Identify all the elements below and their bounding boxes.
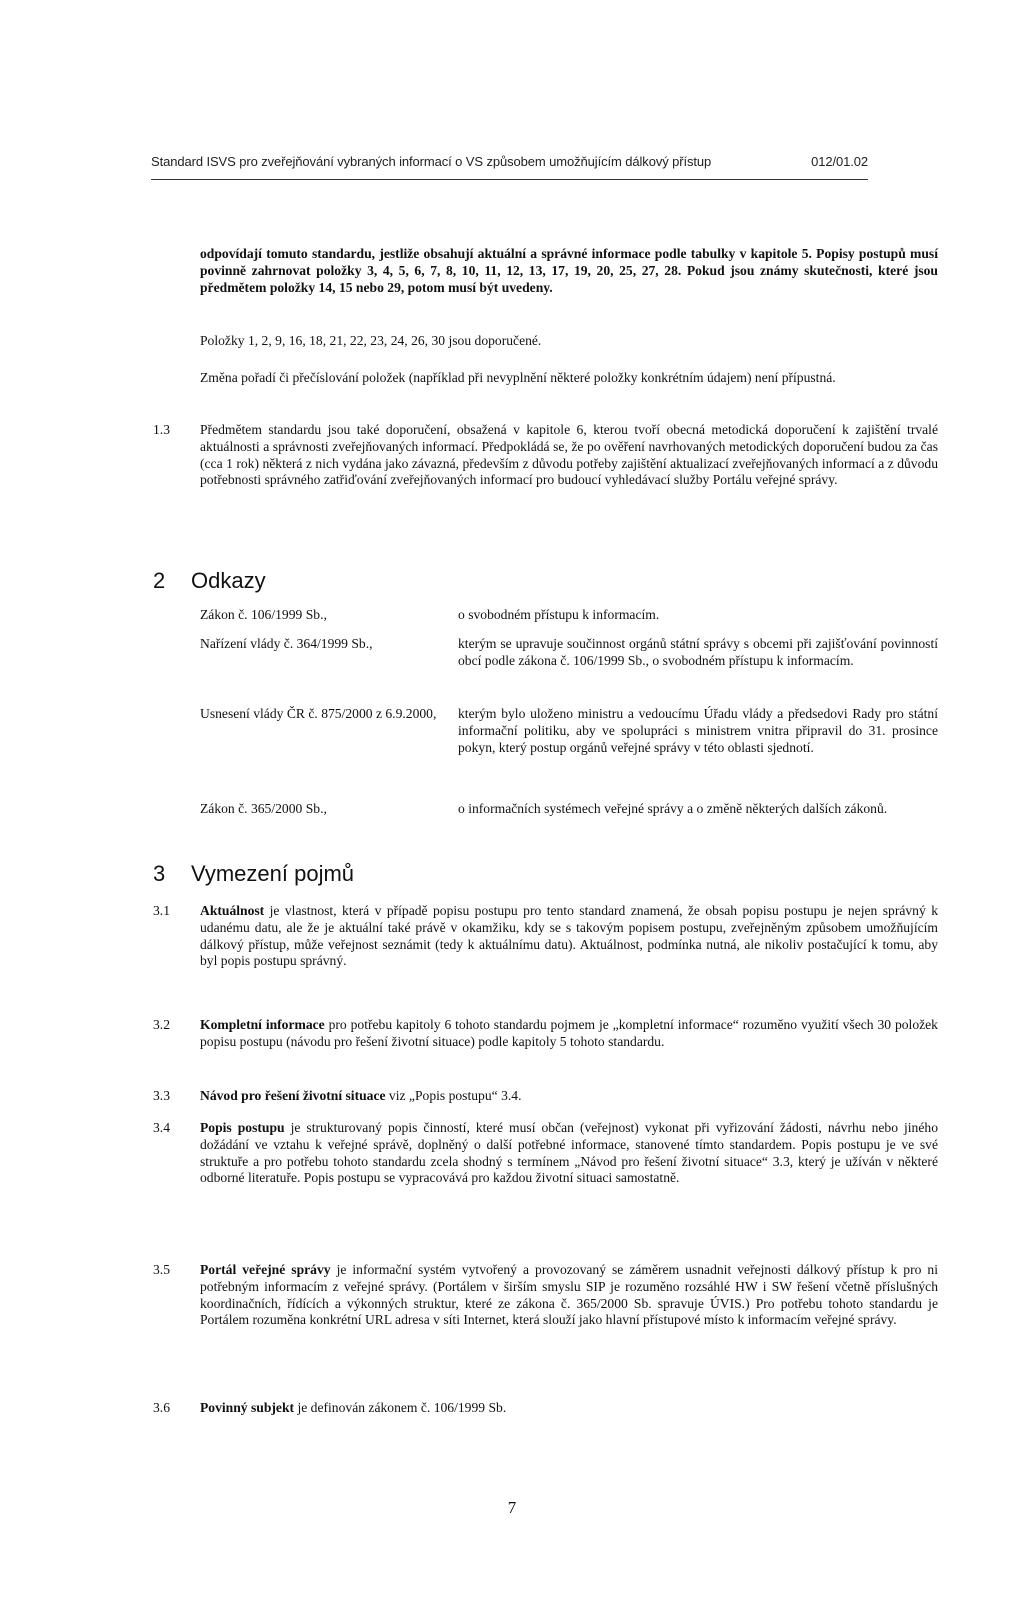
section-heading-vymezeni-pojmu — [153, 861, 354, 887]
reference-law: Usnesení vlády ČR č. 875/2000 z 6.9.2000, — [200, 706, 437, 721]
header-rule — [151, 179, 868, 180]
definition-term: Aktuálnost — [200, 903, 265, 918]
intro-paragraph: odpovídají tomuto standardu, jestliže obsahují aktuální a správné informace podle tabulky v kapitole 5. Popisy postupů musí povinně zahrnovat položky 3, 4, 5, 6, 7, 8, 10, 11, 12, 13, 17, 19, 20, 25, 27, 28. Pokud jsou známy skutečnosti, které jsou předmětem položky 14, 15 nebo 29, potom musí být uvedeny. — [200, 246, 938, 295]
item-number: 1.3 — [153, 422, 170, 437]
definition-body: je informační systém vytvořený a provozovaný se záměrem usnadnit veřejnosti dálkový přístup k pro ni potřebným informacím z veřejné správy. (Portálem v širším smyslu SIP je rozuměno rozsáhlé HW i SW řešení včetně příslušných koordinačních, řídících a výkonných struktur, které ze zákona č. 365/2000 Sb. spravuje ÚVIS.) Pro potřebu tohoto standardu je Portálem rozuměna konkrétní URL adresa v síti Internet, která slouží jako hlavní přístupové místo k informacím veřejné správy. — [200, 1262, 938, 1328]
definition-number: 3.5 — [153, 1262, 170, 1277]
definition-text — [200, 903, 938, 970]
definition-body: je definován zákonem č. 106/1999 Sb. — [294, 1400, 507, 1415]
definition-text — [200, 1088, 938, 1105]
definition-text — [200, 1017, 938, 1051]
definition-text — [200, 1120, 938, 1187]
reference-law: Nařízení vlády č. 364/1999 Sb., — [200, 636, 373, 651]
definition-body: je strukturovaný popis činností, které musí občan (veřejnost) vykonat při vyřizování žádosti, návrhu nebo jiného dožádání ve vztahu k veřejné správě, doplněný o další potřebné informace, stanovené tímto standardem. Popis postupu je ve své struktuře a pro potřebu tohoto standardu zcela shodný s termínem „Návod pro řešení životní situace“ 3.3, který je užíván v některé odborné literatuře. Popis postupu se vypracovává pro každou životní situaci samostatně. — [200, 1120, 938, 1186]
reference-description: kterým se upravuje součinnost orgánů státní správy s obcemi při zajišťování povinností obcí podle zákona č. 106/1999 Sb., o svobodném přístupu k informacím. — [458, 636, 938, 668]
definition-term: Popis postupu — [200, 1120, 285, 1135]
definition-text — [200, 1400, 938, 1417]
item-1-3-text: Předmětem standardu jsou také doporučení, obsažená v kapitole 6, kterou tvoří obecná metodická doporučení k zajištění trvalé aktuálnosti a správnosti zveřejňovaných informací. Předpokládá se, že po ověření navrhovaných metodických doporučení budou za čas (cca 1 rok) některá z nich vydána jako závazná, především z důvodu potřeby zajištění aktualizací zveřejňovaných informací a z důvodu potřebnosti správného zatřiďování zveřejňovaných informací pro budoucí vyhledávací služby Portálu veřejné správy. — [200, 422, 938, 488]
definition-number: 3.1 — [153, 903, 170, 918]
definition-term: Portál veřejné správy — [200, 1262, 331, 1277]
definition-number: 3.6 — [153, 1400, 170, 1415]
header-code: 012/01.02 — [811, 154, 868, 169]
definition-term: Kompletní informace — [200, 1017, 325, 1032]
header-title: Standard ISVS pro zveřejňování vybraných informací o VS způsobem umožňujícím dálkový přístup — [151, 154, 712, 169]
reference-description: o svobodném přístupu k informacím. — [458, 607, 660, 622]
definition-number: 3.3 — [153, 1088, 170, 1103]
definition-body: je vlastnost, která v případě popisu postupu pro tento standard znamená, že obsah popisu postupu je nejen správný k udanému datu, ale že je aktuální také právě v okamžiku, kdy se s takovým popisem postupu, zveřejněným způsobem umožňujícím dálkový přístup, může veřejnost seznámit (tedy k aktuálnímu datu). Aktuálnost, podmínka nutná, ale nikoliv postačující k tomu, aby byl popis postupu správný. — [200, 903, 938, 969]
reference-description: o informačních systémech veřejné správy a o změně některých dalších zákonů. — [458, 801, 888, 816]
section-title: Vymezení pojmů — [191, 861, 355, 886]
definition-body: viz „Popis postupu“ 3.4. — [385, 1088, 522, 1103]
reference-description: kterým bylo uloženo ministru a vedoucímu Úřadu vlády a předsedovi Rady pro státní informační politiku, aby ve spolupráci s ministrem vnitra připravil do 31. prosince pokyn, který postup orgánů veřejné správy v této oblasti sjednotí. — [458, 706, 938, 755]
definition-term: Návod pro řešení životní situace — [200, 1088, 386, 1103]
section-number: 2 — [153, 568, 166, 593]
reference-law: Zákon č. 365/2000 Sb., — [200, 801, 327, 816]
section-title: Odkazy — [191, 568, 266, 593]
order-change-paragraph: Změna pořadí či přečíslování položek (například při nevyplnění některé položky konkrétním údajem) není přípustná. — [200, 370, 836, 385]
definition-number: 3.4 — [153, 1120, 170, 1135]
page-number: 7 — [507, 1498, 517, 1517]
recommended-items-paragraph: Položky 1, 2, 9, 16, 18, 21, 22, 23, 24, 26, 30 jsou doporučené. — [200, 333, 542, 348]
section-heading-odkazy — [153, 568, 266, 594]
definition-number: 3.2 — [153, 1017, 170, 1032]
page-header — [151, 154, 868, 169]
section-number: 3 — [153, 861, 166, 886]
definition-term: Povinný subjekt — [200, 1400, 295, 1415]
definition-text — [200, 1262, 938, 1329]
reference-law: Zákon č. 106/1999 Sb., — [200, 607, 327, 622]
definition-body: pro potřebu kapitoly 6 tohoto standardu pojmem je „kompletní informace“ rozuměno využití všech 30 položek popisu postupu (návodu pro řešení životní situace) podle kapitoly 5 tohoto standardu. — [200, 1017, 938, 1049]
